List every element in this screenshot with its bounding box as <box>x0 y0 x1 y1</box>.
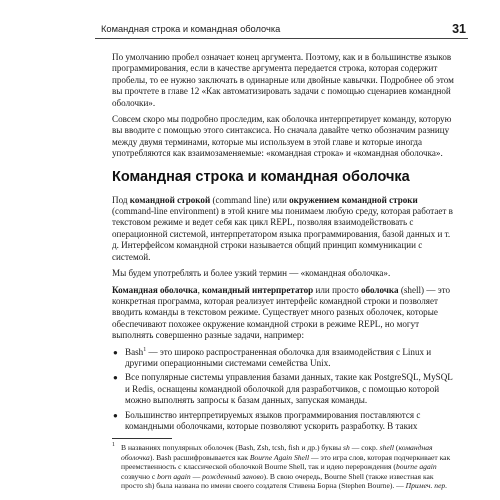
text-run: или просто <box>313 284 361 295</box>
term-shell-short: оболочка <box>360 284 399 295</box>
text-run: ). Bash расшифровывается как <box>149 452 250 462</box>
term-command-line-environment: окружением командной строки <box>289 194 418 205</box>
running-title: Командная строка и командная оболочка <box>101 24 281 34</box>
paragraph-4: Мы будем употреблять и более узкий термин — «командная оболочка». <box>112 268 391 279</box>
text-run: Bash <box>125 346 144 357</box>
list-item <box>112 347 455 370</box>
bullet-icon: ● <box>113 373 118 383</box>
footnote <box>112 443 455 491</box>
text-run: Большинство интерпретируемых языков программирования поставляются с командными оболочками, которые позволяют ускорить разработку. В таких <box>125 409 421 431</box>
page-body <box>112 52 455 491</box>
text-run: В названиях популярных оболочек (Bash, Zsh, tcsh, fish и др.) буквы <box>121 443 344 453</box>
italic-run: рожденный заново <box>202 471 264 481</box>
text-run: созвучно с <box>121 471 158 481</box>
bullet-icon: ● <box>113 347 118 357</box>
text-run: (shell) — это конкретная программа, которая реализует интерфейс командной строки и позволяет вводить команды в текстовом режиме. Существует много разных оболочек, которые обеспечивают похожее окружение командной строки в режиме REPL, но могут выполнять совершенно разные задачи, например: <box>112 284 451 341</box>
italic-run: bourne again <box>395 462 437 472</box>
text-run: — это игра слов, которая подчеркивает как преемственность с классической оболочкой Bourne Shell, так и идею перерождения ( <box>121 452 451 472</box>
italic-run: shell <box>379 443 394 453</box>
term-shell: Командная оболочка <box>112 284 198 295</box>
text-run: , <box>197 284 203 295</box>
italic-run: командная оболочка <box>121 443 433 462</box>
text-run: — сокр. <box>349 443 380 453</box>
list-item <box>112 410 455 433</box>
text-run: ( <box>394 443 399 453</box>
bullet-icon: ● <box>113 410 118 420</box>
paragraph-1: По умолчанию пробел означает конец аргумента. Поэтому, как и в большинстве языков программирования, если в качестве аргумента передается строка, которая содержит пробелы, то ее нужно заключать в одинарные или двойные кавычки. Подробнее об этом вы прочтете в главе 12 «Как автоматизировать задачи с помощью сценариев командной оболочки». <box>112 52 454 108</box>
italic-run: Bourne Again Shell <box>249 452 310 462</box>
text-run: (command line) или <box>210 194 290 205</box>
text-run: — <box>190 471 203 481</box>
running-header <box>95 12 468 39</box>
text-run: (command-line environment) в этой книге мы понимаем любую среду, которая работает в текстовом режиме и ведет себя как цикл REPL, позволяя взаимодействовать с операционной системой, интерпретатором языка программирования, базой данных и т. д. Интерфейсом командной строки называется общий принцип коммуникации с системой. <box>112 206 453 262</box>
paragraph-2: Совсем скоро мы подробно проследим, как оболочка интерпретирует команду, которую вы вводите с помощью этого синтаксиса. Но сначала давайте четко обозначим разницу между двумя терминами, которые мы используем в этой главе и которые иногда употребляются как взаимозаменяемые: «командная строка» и «командная оболочка». <box>112 114 452 159</box>
term-command-line: командной строкой <box>129 194 211 205</box>
italic-run: born again <box>157 471 191 481</box>
footnote-mark: 1 <box>112 442 115 449</box>
footnote-divider <box>112 438 172 439</box>
bullet-list <box>112 347 455 433</box>
text-run: Все популярные системы управления базами данных, такие как PostgreSQL, MySQL и Redis, оснащены командной оболочкой для разработчиков, с помощью которой можно выполнять запросы к базам данных, запуская команды. <box>125 372 453 406</box>
page-number: 31 <box>452 22 466 36</box>
term-command-interpreter: командный интерпретатор <box>202 284 314 295</box>
list-item <box>112 372 455 406</box>
text-run: ). В свою очередь, Bourne Shell (также известная как просто sh) была названа по имени своего создателя Стивена Борна (Stephen Bourne). — <box>121 471 434 491</box>
footnote-ref: 1 <box>143 346 147 353</box>
italic-run: sh <box>343 443 350 453</box>
text-run: — это широко распространенная оболочка для взаимодействия с Linux и другими операционными системами семейства Unix. <box>125 346 432 368</box>
paragraph-3 <box>112 195 455 263</box>
section-title: Командная строка и командная оболочка <box>112 168 410 185</box>
italic-run: Примеч. пер. <box>405 481 448 491</box>
text-run: Под <box>112 194 130 205</box>
paragraph-5 <box>112 285 455 342</box>
